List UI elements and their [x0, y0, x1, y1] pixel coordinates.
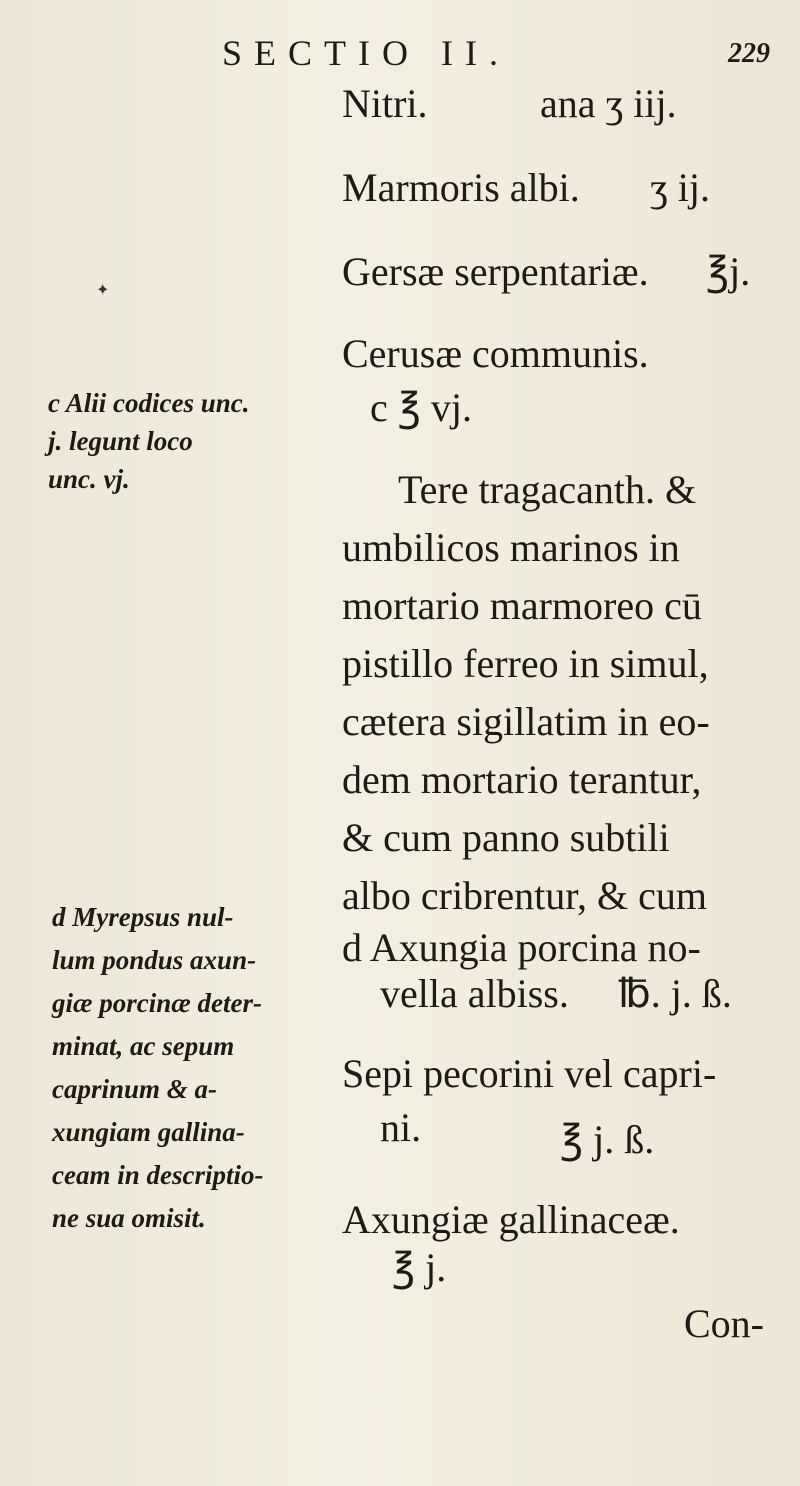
text-line: Axungiæ gallinaceæ. — [342, 1197, 680, 1242]
margin-note-line: minat, ac sepum — [52, 1031, 235, 1061]
quantity: ʒ ij. — [650, 165, 710, 210]
text-line: vella albiss. — [380, 971, 569, 1016]
text-line: d Axungia porcina no- — [342, 925, 701, 970]
text-line: Gersæ serpentariæ. — [342, 249, 649, 294]
text-line: ℥ j. — [392, 1245, 447, 1290]
page-header — [222, 32, 770, 80]
margin-note-line: lum pondus axun- — [52, 945, 257, 975]
text-line: cætera sigillatim in eo- — [342, 699, 710, 744]
margin-note-line: c Alii codices unc. — [48, 388, 250, 418]
text-line: Sepi pecorini vel capri- — [342, 1051, 717, 1096]
margin-note-line: caprinum & a- — [52, 1074, 218, 1104]
margin-note-line: giæ porcinæ deter- — [52, 988, 262, 1018]
margin-note-line: d Myrepsus nul- — [52, 902, 234, 932]
text-line: Cerusæ communis. — [342, 331, 649, 376]
margin-note-line: xungiam gallina- — [52, 1117, 245, 1147]
text-line: pistillo ferreo in simul, — [342, 641, 709, 686]
quantity: ℔. j. ß. — [618, 971, 732, 1016]
text-line: & cum panno subtili — [342, 815, 670, 860]
printer-mark-icon: ✦ — [96, 280, 110, 299]
text-line: Nitri. — [342, 81, 428, 126]
text-line: ni. — [380, 1105, 422, 1150]
text-line: dem mortario terantur, — [342, 757, 702, 802]
quantity: ana ʒ iij. — [540, 81, 677, 126]
catchword: Con- — [684, 1301, 764, 1346]
text-line: c ℥ vj. — [370, 385, 472, 430]
text-line: albo cribrentur, & cum — [342, 873, 707, 918]
text-line: mortario marmoreo cū — [342, 583, 702, 628]
margin-note-line: ceam in descriptio- — [52, 1160, 264, 1190]
margin-note-line: unc. vj. — [48, 464, 130, 494]
page-number: 229 — [728, 38, 770, 69]
quantity: ℥ j. ß. — [560, 1117, 655, 1162]
text-line: Marmoris albi. — [342, 165, 580, 210]
text-line: umbilicos marinos in — [342, 525, 680, 570]
margin-note-line: ne sua omisit. — [52, 1203, 206, 1233]
margin-note-line: j. legunt loco — [48, 426, 193, 456]
running-head: SECTIO II. — [222, 33, 510, 73]
text-line: Tere tragacanth. & — [398, 467, 697, 512]
quantity: ℥j. — [706, 249, 751, 294]
